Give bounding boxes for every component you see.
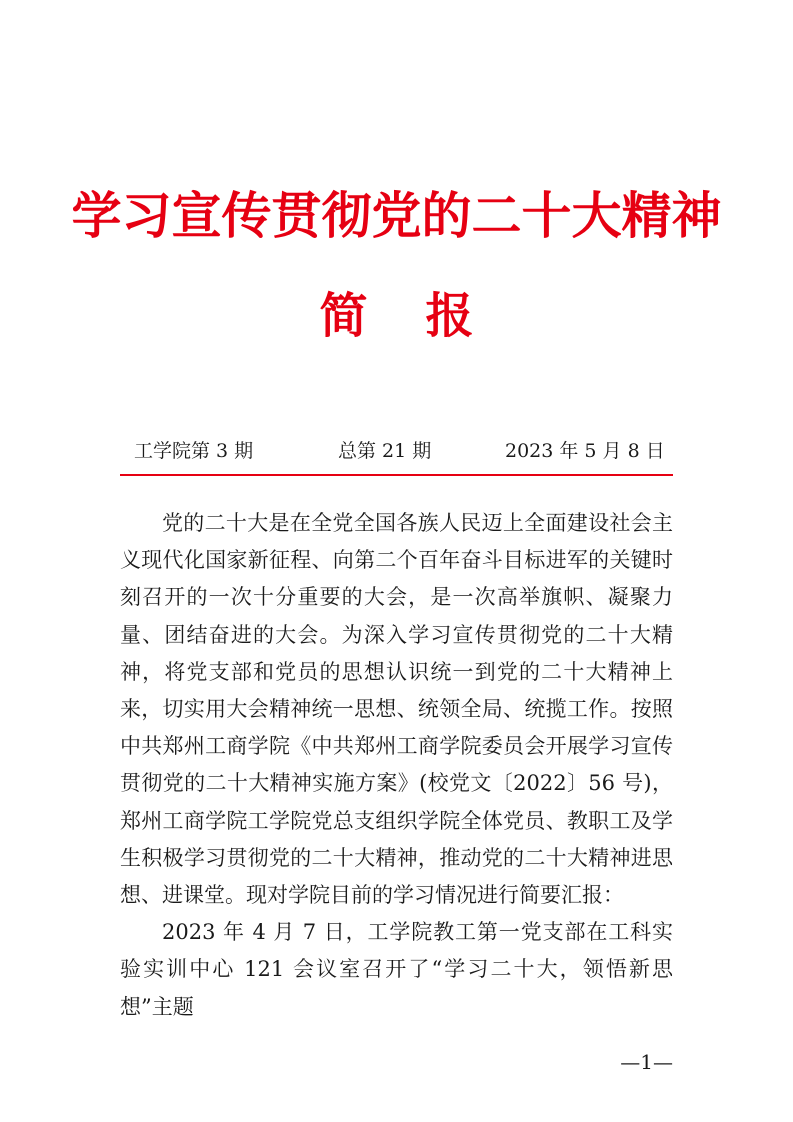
masthead-title: 学习宣传贯彻党的二十大精神 [71, 186, 722, 245]
masthead-subtitle [0, 286, 793, 346]
body-paragraph-1: 党的二十大是在全党全国各族人民迈上全面建设社会主义现代化国家新征程、向第二个百年奋斗目标进军的关键时刻召开的一次十分重要的大会，是一次高举旗帜、凝聚力量、团结奋进的大会。为深入学习宣传贯彻党的二十大精神，将党支部和党员的思想认识统一到党的二十大精神上来，切实用大会精神统一思想、统领全局、统揽工作。按照中共郑州工商学院《中共郑州工商学院委员会开展学习宣传贯彻党的二十大精神实施方案》(校党文〔2022〕56 号)，郑州工商学院工学院党总支组织学院全体党员、教职工及学生积极学习贯彻党的二十大精神，推动党的二十大精神进思想、进课堂。现对学院目前的学习情况进行简要汇报： [120, 511, 673, 908]
issue-date: 2023 年 5 月 8 日 [505, 440, 665, 462]
article-body [120, 505, 673, 1026]
issue-info-line [120, 438, 673, 464]
page-number: —1— [620, 1050, 673, 1074]
issue-total-number: 总第 21 期 [338, 440, 432, 462]
red-divider-line [120, 474, 673, 476]
body-paragraph-2: 2023 年 4 月 7 日，工学院教工第一党支部在工科实验实训中心 121 会议室召开了“学习二十大，领悟新思想”主题 [120, 920, 673, 1019]
issue-number: 工学院第 3 期 [134, 440, 254, 462]
masthead-subtitle-char-2: 报 [425, 288, 474, 344]
masthead-subtitle-char-1: 简 [319, 288, 368, 344]
